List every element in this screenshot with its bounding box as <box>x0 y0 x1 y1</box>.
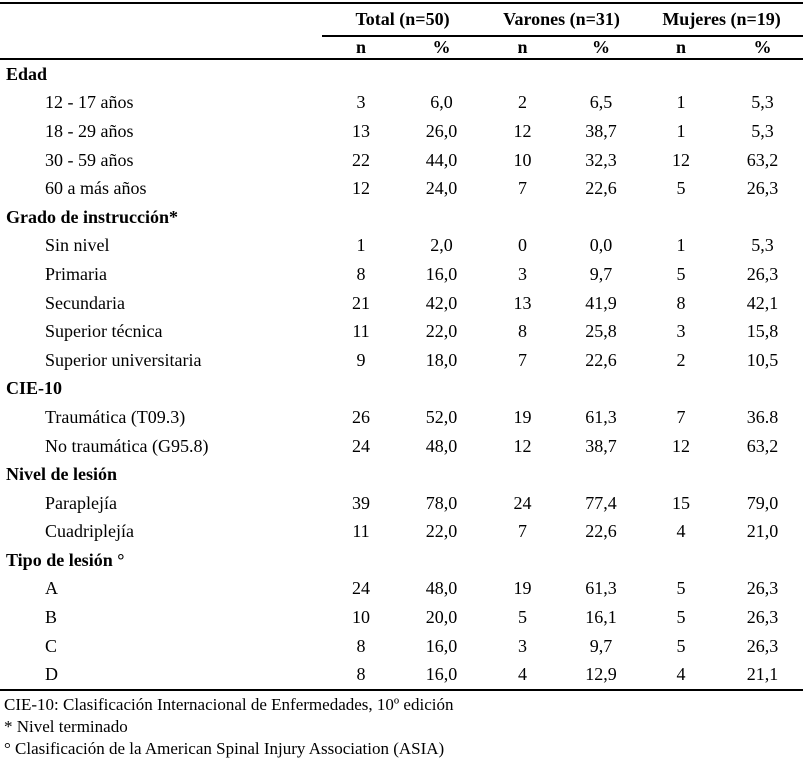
row-label: B <box>45 607 58 628</box>
footnotes <box>0 691 803 760</box>
cell-value: 77,4 <box>585 492 617 513</box>
table-row <box>0 89 803 118</box>
row-label: Sin nivel <box>45 235 110 256</box>
cell-value: 48,0 <box>425 578 458 599</box>
cell-value: 78,0 <box>425 492 458 513</box>
row-label: C <box>45 635 58 656</box>
cell-value: 10 <box>513 149 532 170</box>
cell-value: 26 <box>352 406 370 427</box>
sub-header-pct: % <box>400 36 483 59</box>
cell-value: 0 <box>518 235 528 256</box>
cell-value: 11 <box>352 521 370 542</box>
table-row <box>0 146 803 175</box>
row-label: Superior técnica <box>45 321 163 342</box>
cell-value: 12 <box>513 435 532 456</box>
cell-value: 8 <box>356 635 366 656</box>
section-header-row <box>0 460 803 489</box>
col-group-total: Total (n=50) <box>322 3 483 36</box>
table-row <box>0 660 803 690</box>
cell-value: 5 <box>676 178 686 199</box>
table-row <box>0 603 803 632</box>
cell-value: 52,0 <box>425 406 458 427</box>
table-row <box>0 260 803 289</box>
label-column-spacer <box>0 3 322 36</box>
table-row <box>0 289 803 318</box>
cell-value: 7 <box>518 349 528 370</box>
cell-value: 16,0 <box>425 635 458 656</box>
table-row <box>0 346 803 375</box>
cell-value: 6,5 <box>589 92 613 113</box>
cell-value: 24 <box>352 578 370 599</box>
section-header: Edad <box>6 63 48 84</box>
cell-value: 0,0 <box>589 235 613 256</box>
cell-value: 11 <box>352 321 370 342</box>
table-body <box>0 59 803 690</box>
table-row <box>0 518 803 547</box>
cell-value: 15,8 <box>746 321 779 342</box>
cell-value: 8 <box>356 664 366 685</box>
col-group-mujeres: Mujeres (n=19) <box>640 3 803 36</box>
cell-value: 4 <box>676 664 686 685</box>
column-group-row <box>0 3 803 36</box>
cell-value: 44,0 <box>425 149 458 170</box>
cell-value: 7 <box>676 406 686 427</box>
cell-value: 1 <box>356 235 366 256</box>
cell-value: 3 <box>356 92 366 113</box>
cell-value: 20,0 <box>425 607 458 628</box>
table-row <box>0 174 803 203</box>
cell-value: 3 <box>676 321 686 342</box>
cell-value: 10,5 <box>746 349 779 370</box>
cell-value: 5 <box>676 578 686 599</box>
table-row <box>0 317 803 346</box>
cell-value: 22,6 <box>585 521 617 542</box>
table-header <box>0 3 803 59</box>
cell-value: 12 <box>513 120 532 141</box>
col-group-varones: Varones (n=31) <box>483 3 640 36</box>
cell-value: 5 <box>518 607 528 628</box>
cell-value: 16,0 <box>425 664 458 685</box>
cell-value: 39 <box>352 492 370 513</box>
cell-value: 19 <box>513 406 532 427</box>
cell-value: 36.8 <box>746 406 779 427</box>
cell-value: 61,3 <box>585 578 617 599</box>
cell-value: 26,3 <box>746 607 779 628</box>
label-column-spacer <box>0 36 322 59</box>
cell-value: 21,1 <box>746 664 779 685</box>
row-label: Cuadriplejía <box>45 521 134 542</box>
cell-value: 24 <box>352 435 370 456</box>
cell-value: 26,3 <box>746 178 779 199</box>
cell-value: 8 <box>518 321 528 342</box>
table-row <box>0 232 803 261</box>
cell-value: 12,9 <box>585 664 617 685</box>
cell-value: 16,0 <box>425 263 458 284</box>
row-label: 60 a más años <box>45 178 147 199</box>
table-row <box>0 432 803 461</box>
cell-value: 8 <box>676 292 686 313</box>
cell-value: 5 <box>676 635 686 656</box>
cell-value: 22,6 <box>585 178 617 199</box>
cell-value: 1 <box>676 235 686 256</box>
section-header-row <box>0 203 803 232</box>
cell-value: 6,0 <box>430 92 453 113</box>
sub-header-row <box>0 36 803 59</box>
cell-value: 38,7 <box>585 120 617 141</box>
row-label: 18 - 29 años <box>45 120 134 141</box>
cell-value: 3 <box>518 263 528 284</box>
cell-value: 79,0 <box>746 492 779 513</box>
cell-value: 22,0 <box>425 321 458 342</box>
cell-value: 18,0 <box>425 349 458 370</box>
cell-value: 21 <box>352 292 370 313</box>
row-label: Primaria <box>45 263 107 284</box>
cell-value: 22,0 <box>425 521 458 542</box>
cell-value: 9,7 <box>589 263 613 284</box>
table-row <box>0 575 803 604</box>
cell-value: 22 <box>352 149 370 170</box>
section-header: Nivel de lesión <box>6 464 117 485</box>
row-label: Secundaria <box>45 292 125 313</box>
cell-value: 5,3 <box>751 120 774 141</box>
cell-value: 3 <box>518 635 528 656</box>
cell-value: 7 <box>518 521 528 542</box>
footnote-cie10: CIE-10: Clasificación Internacional de Enfermedades, 10º edición <box>4 695 454 715</box>
section-header-row <box>0 375 803 404</box>
cell-value: 61,3 <box>585 406 617 427</box>
cell-value: 2 <box>518 92 528 113</box>
sub-header-pct: % <box>722 36 803 59</box>
table-row <box>0 117 803 146</box>
cell-value: 16,1 <box>585 607 617 628</box>
row-label: D <box>45 664 58 685</box>
table-row <box>0 489 803 518</box>
section-header: Tipo de lesión ° <box>6 549 125 570</box>
row-label: 12 - 17 años <box>45 92 134 113</box>
cell-value: 1 <box>676 120 686 141</box>
cell-value: 5,3 <box>751 92 774 113</box>
row-label: Traumática (T09.3) <box>45 406 186 427</box>
cell-value: 22,6 <box>585 349 617 370</box>
cell-value: 13 <box>352 120 370 141</box>
cell-value: 24,0 <box>425 178 458 199</box>
cell-value: 4 <box>676 521 686 542</box>
row-label: 30 - 59 años <box>45 149 134 170</box>
cell-value: 24 <box>513 492 532 513</box>
cell-value: 63,2 <box>746 149 779 170</box>
row-label: A <box>45 578 58 599</box>
section-header: Grado de instrucción* <box>6 206 179 227</box>
cell-value: 32,3 <box>585 149 617 170</box>
cell-value: 7 <box>518 178 528 199</box>
table-row <box>0 632 803 661</box>
cell-value: 26,3 <box>746 578 779 599</box>
cell-value: 5,3 <box>751 235 774 256</box>
cell-value: 8 <box>356 263 366 284</box>
table-row <box>0 403 803 432</box>
cell-value: 9,7 <box>589 635 613 656</box>
section-header-row <box>0 546 803 575</box>
cell-value: 2,0 <box>430 235 453 256</box>
cell-value: 9 <box>356 349 366 370</box>
cell-value: 25,8 <box>585 321 617 342</box>
cell-value: 12 <box>672 435 691 456</box>
cell-value: 26,0 <box>425 120 458 141</box>
sub-header-n: n <box>640 36 722 59</box>
sub-header-pct: % <box>562 36 640 59</box>
cell-value: 10 <box>352 607 370 628</box>
cell-value: 26,3 <box>746 635 779 656</box>
cell-value: 1 <box>676 92 686 113</box>
section-header: CIE-10 <box>6 378 63 399</box>
sub-header-n: n <box>322 36 400 59</box>
demographics-table <box>0 2 803 691</box>
cell-value: 12 <box>672 149 691 170</box>
cell-value: 2 <box>676 349 686 370</box>
row-label: Paraplejía <box>45 492 117 513</box>
footnote-nivel: * Nivel terminado <box>4 717 128 737</box>
cell-value: 26,3 <box>746 263 779 284</box>
row-label: Superior universitaria <box>45 349 202 370</box>
sub-header-n: n <box>483 36 562 59</box>
cell-value: 13 <box>513 292 532 313</box>
row-label: No traumática (G95.8) <box>45 435 209 456</box>
cell-value: 12 <box>352 178 370 199</box>
cell-value: 4 <box>518 664 528 685</box>
cell-value: 19 <box>513 578 532 599</box>
footnote-asia: ° Clasificación de la American Spinal Injury Association (ASIA) <box>4 739 445 759</box>
cell-value: 42,0 <box>425 292 458 313</box>
cell-value: 5 <box>676 607 686 628</box>
cell-value: 48,0 <box>425 435 458 456</box>
cell-value: 41,9 <box>585 292 617 313</box>
cell-value: 63,2 <box>746 435 779 456</box>
cell-value: 38,7 <box>585 435 617 456</box>
cell-value: 42,1 <box>746 292 779 313</box>
section-header-row <box>0 59 803 89</box>
cell-value: 5 <box>676 263 686 284</box>
cell-value: 15 <box>672 492 691 513</box>
cell-value: 21,0 <box>746 521 779 542</box>
